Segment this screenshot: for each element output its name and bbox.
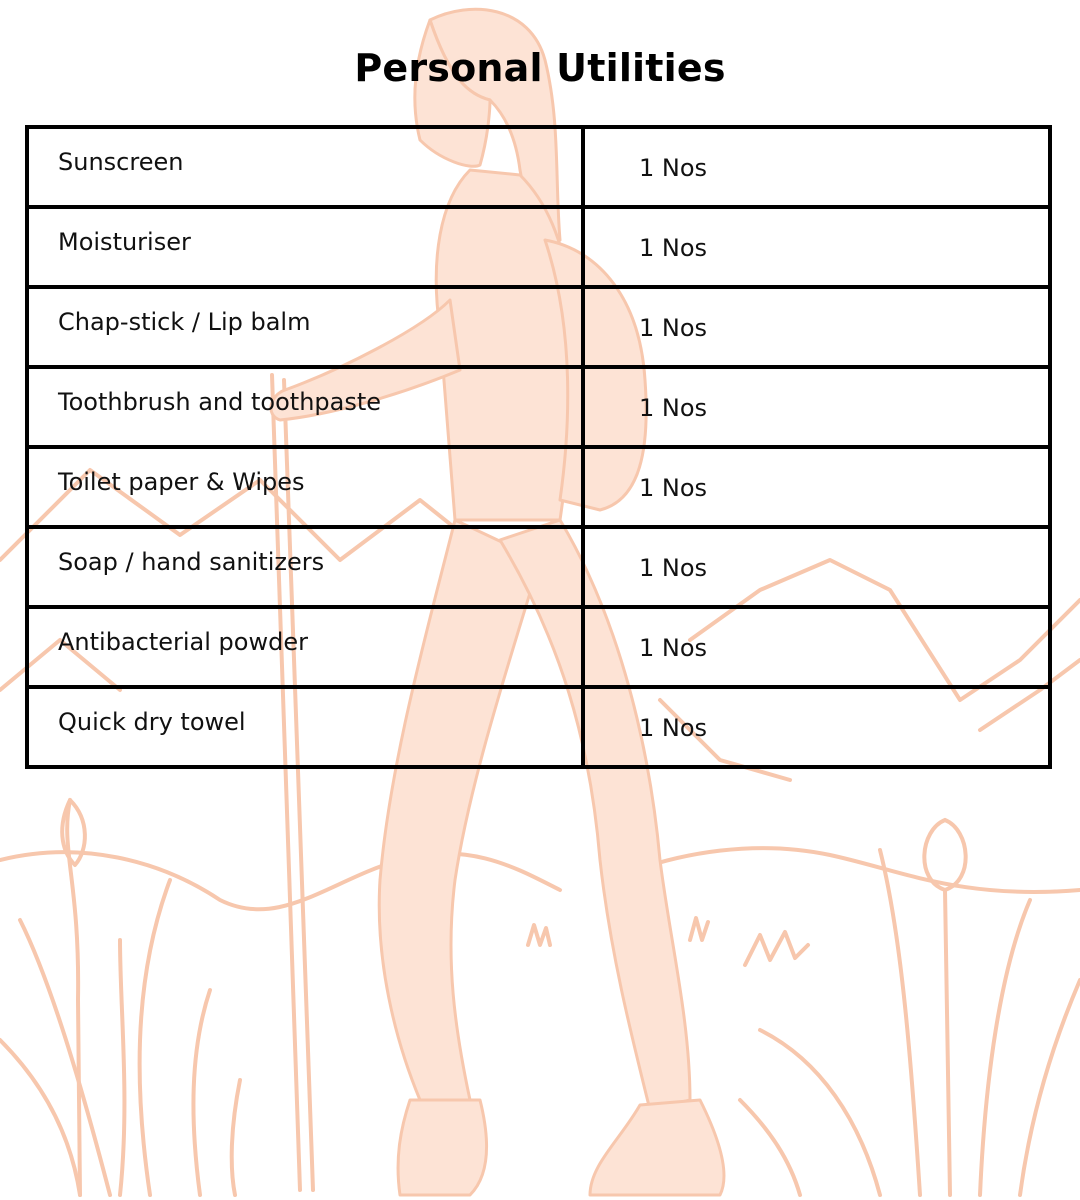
grass-tuft	[690, 918, 708, 940]
item-name: Sunscreen	[27, 127, 583, 207]
item-quantity: 1 Nos	[583, 447, 1050, 527]
item-name: Soap / hand sanitizers	[27, 527, 583, 607]
table-row	[27, 527, 1050, 607]
hiker-shoe	[590, 1100, 724, 1195]
plant-leaf	[20, 920, 110, 1195]
hill-line	[610, 848, 1080, 892]
table-row	[27, 127, 1050, 207]
table-row	[27, 447, 1050, 527]
item-quantity: 1 Nos	[583, 527, 1050, 607]
item-name: Toothbrush and toothpaste	[27, 367, 583, 447]
utilities-table	[25, 125, 1052, 769]
item-quantity: 1 Nos	[583, 687, 1050, 767]
plant-leaf	[140, 880, 170, 1195]
item-name: Chap-stick / Lip balm	[27, 287, 583, 367]
plant-leaf	[880, 850, 920, 1195]
grass-tuft	[528, 925, 550, 945]
table-row	[27, 207, 1050, 287]
table-row	[27, 287, 1050, 367]
table-row	[27, 607, 1050, 687]
item-name: Moisturiser	[27, 207, 583, 287]
plant-leaf	[740, 1100, 800, 1195]
table-row	[27, 687, 1050, 767]
hill-line	[0, 852, 560, 909]
plant-leaf	[980, 900, 1030, 1195]
item-quantity: 1 Nos	[583, 367, 1050, 447]
item-name: Toilet paper & Wipes	[27, 447, 583, 527]
item-quantity: 1 Nos	[583, 127, 1050, 207]
hiker-shoe	[398, 1100, 487, 1195]
table-row	[27, 367, 1050, 447]
item-quantity: 1 Nos	[583, 207, 1050, 287]
plant-leaf	[760, 1030, 880, 1195]
plant-leaf	[1020, 980, 1080, 1195]
plant-leaf	[0, 1040, 80, 1195]
page-title: Personal Utilities	[354, 46, 726, 90]
plant-leaf	[120, 940, 124, 1195]
grass-tuft	[745, 932, 808, 965]
plant-leaf	[924, 820, 965, 890]
plant-leaf	[945, 890, 950, 1195]
item-name: Quick dry towel	[27, 687, 583, 767]
item-name: Antibacterial powder	[27, 607, 583, 687]
item-quantity: 1 Nos	[583, 607, 1050, 687]
plant-leaf	[232, 1080, 240, 1195]
item-quantity: 1 Nos	[583, 287, 1050, 367]
plant-leaf	[193, 990, 210, 1195]
